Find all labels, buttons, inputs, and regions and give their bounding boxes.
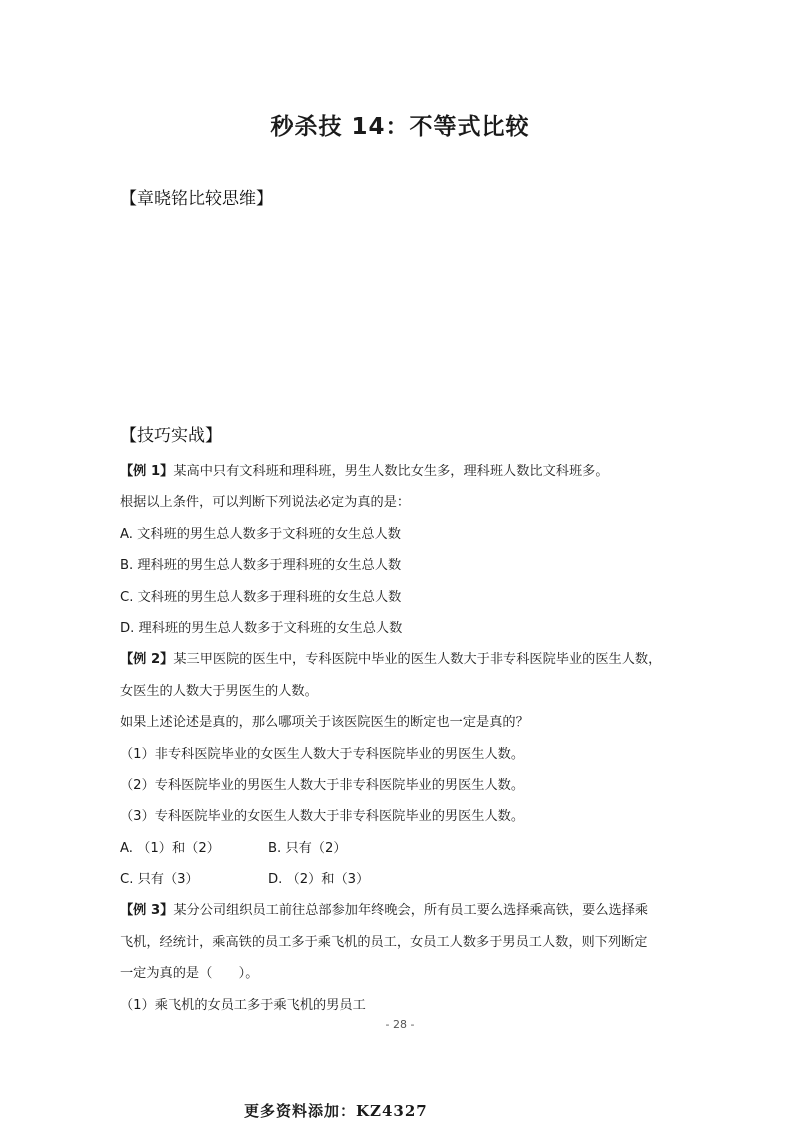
option-a: A. （1）和（2） — [120, 840, 220, 856]
section-heading-thinking: 【章晓铭比较思维】 — [120, 189, 273, 209]
example-2-stem-line1: 【例 2】某三甲医院的医生中，专科医院中毕业的医生人数大于非专科医院毕业的医生人数， — [120, 652, 662, 668]
page-number: - 28 - — [385, 1018, 415, 1031]
example-2-question: 如果上述论述是真的，那么哪项关于该医院医生的断定也一定是真的？ — [120, 715, 529, 731]
example-2-stem-line2: 女医生的人数大于男医生的人数。 — [120, 683, 318, 699]
statement-2: （2）专科医院毕业的男医生人数大于非专科医院毕业的男医生人数。 — [120, 777, 525, 793]
example-tag: 【例 2】 — [120, 652, 174, 668]
section-heading-practice: 【技巧实战】 — [120, 426, 222, 446]
option-d: D. （2）和（3） — [268, 872, 370, 888]
statement-3: （3）专科医院毕业的女医生人数大于非专科医院毕业的男医生人数。 — [120, 809, 525, 825]
option-b: B. 理科班的男生总人数多于理科班的女生总人数 — [120, 558, 402, 574]
statement-1: （1）乘飞机的女员工多于乘飞机的男员工 — [120, 997, 366, 1013]
option-c: C. 只有（3） — [120, 872, 199, 888]
example-1-stem: 【例 1】某高中只有文科班和理科班，男生人数比女生多，理科班人数比文科班多。 — [120, 464, 609, 479]
option-b: B. 只有（2） — [268, 840, 347, 856]
footer-note: 更多资料添加：KZ4327 — [244, 1102, 428, 1120]
option-c: C. 文科班的男生总人数多于理科班的女生总人数 — [120, 589, 402, 605]
option-a: A. 文科班的男生总人数多于文科班的女生总人数 — [120, 526, 401, 542]
example-tag: 【例 3】 — [120, 903, 174, 919]
example-tag: 【例 1】 — [120, 464, 174, 479]
options-row-ab — [120, 833, 720, 864]
option-d: D. 理科班的男生总人数多于文科班的女生总人数 — [120, 620, 403, 636]
example-3-stem-line3: 一定为真的是（ ）。 — [120, 966, 259, 982]
exercise-content — [120, 456, 720, 1021]
page-title: 秒杀技 14：不等式比较 — [270, 114, 530, 140]
options-row-cd — [120, 864, 720, 895]
example-3-stem-line2: 飞机，经统计，乘高铁的员工多于乘飞机的员工，女员工人数多于男员工人数，则下列断定 — [120, 934, 648, 950]
statement-1: （1）非专科医院毕业的女医生人数大于专科医院毕业的男医生人数。 — [120, 746, 525, 762]
example-1-question: 根据以上条件，可以判断下列说法必定为真的是： — [120, 495, 411, 511]
example-3-stem-line1: 【例 3】某分公司组织员工前往总部参加年终晚会，所有员工要么选择乘高铁，要么选择乘 — [120, 903, 649, 919]
